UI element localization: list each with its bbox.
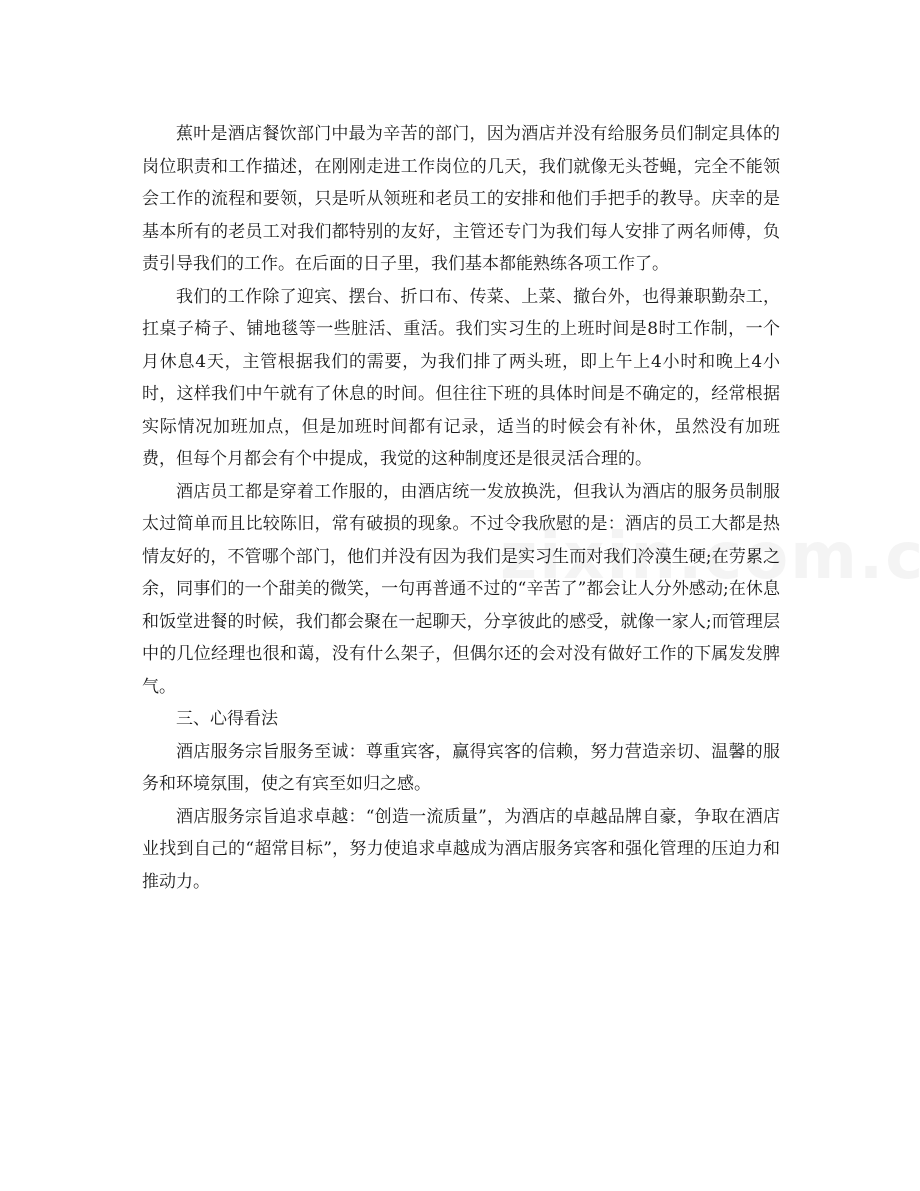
section-heading-opinions: 三、心得看法: [176, 709, 278, 729]
paragraph-service-excellence: 酒店服务宗旨追求卓越：“创造一流质量”，为酒店的卓越品牌自豪，争取在酒店业找到自己的“超常目标”，努力使追求卓越成为酒店服务宾客和强化管理的压迫力和推动力。: [142, 806, 780, 892]
paragraph-service-sincerity: 酒店服务宗旨服务至诚：尊重宾客，赢得宾客的信赖，努力营造亲切、温馨的服务和环境氛围，使之有宾至如归之感。: [142, 741, 780, 794]
paragraph-work-intro: 蕉叶是酒店餐饮部门中最为辛苦的部门，因为酒店并没有给服务员们制定具体的岗位职责和工作描述，在刚刚走进工作岗位的几天，我们就像无头苍蝇，完全不能领会工作的流程和要领，只是听从领班和老员工的安排和他们手把手的教导。庆幸的是基本所有的老员工对我们都特别的友好，主管还专门为我们每人安排了两名师傅，负责引导我们的工作。在后面的日子里，我们基本都能熟练各项工作了。: [142, 124, 780, 274]
paragraph-staff-uniform: 酒店员工都是穿着工作服的，由酒店统一发放换洗，但我认为酒店的服务员制服太过简单而且比较陈旧，常有破损的现象。不过令我欣慰的是：酒店的员工大都是热情友好的，不管哪个部门，他们并没有因为我们是实习生而对我们冷漠生硬;在劳累之余，同事们的一个甜美的微笑，一句再普通不过的“辛苦了”都会让人分外感动;在休息和饭堂进餐的时候，我们都会聚在一起聊天，分享彼此的感受，就像一家人;而管理层中的几位经理也很和蔼，没有什么架子，但偶尔还的会对没有做好工作的下属发发脾气。: [142, 481, 780, 697]
paragraph-work-duties: 我们的工作除了迎宾、摆台、折口布、传菜、上菜、撤台外，也得兼职勤杂工，扛桌子椅子、铺地毯等一些脏活、重活。我们实习生的上班时间是8时工作制，一个月休息4天，主管根据我们的需要，为我们排了两头班，即上午上4小时和晚上4小时，这样我们中午就有了休息的时间。但往往下班的具体时间是不确定的，经常根据实际情况加班加点，但是加班时间都有记录，适当的时候会有补休，虽然没有加班费，但每个月都会有个中提成，我觉的这种制度还是很灵活合理的。: [142, 286, 780, 469]
document-body: [142, 118, 780, 898]
